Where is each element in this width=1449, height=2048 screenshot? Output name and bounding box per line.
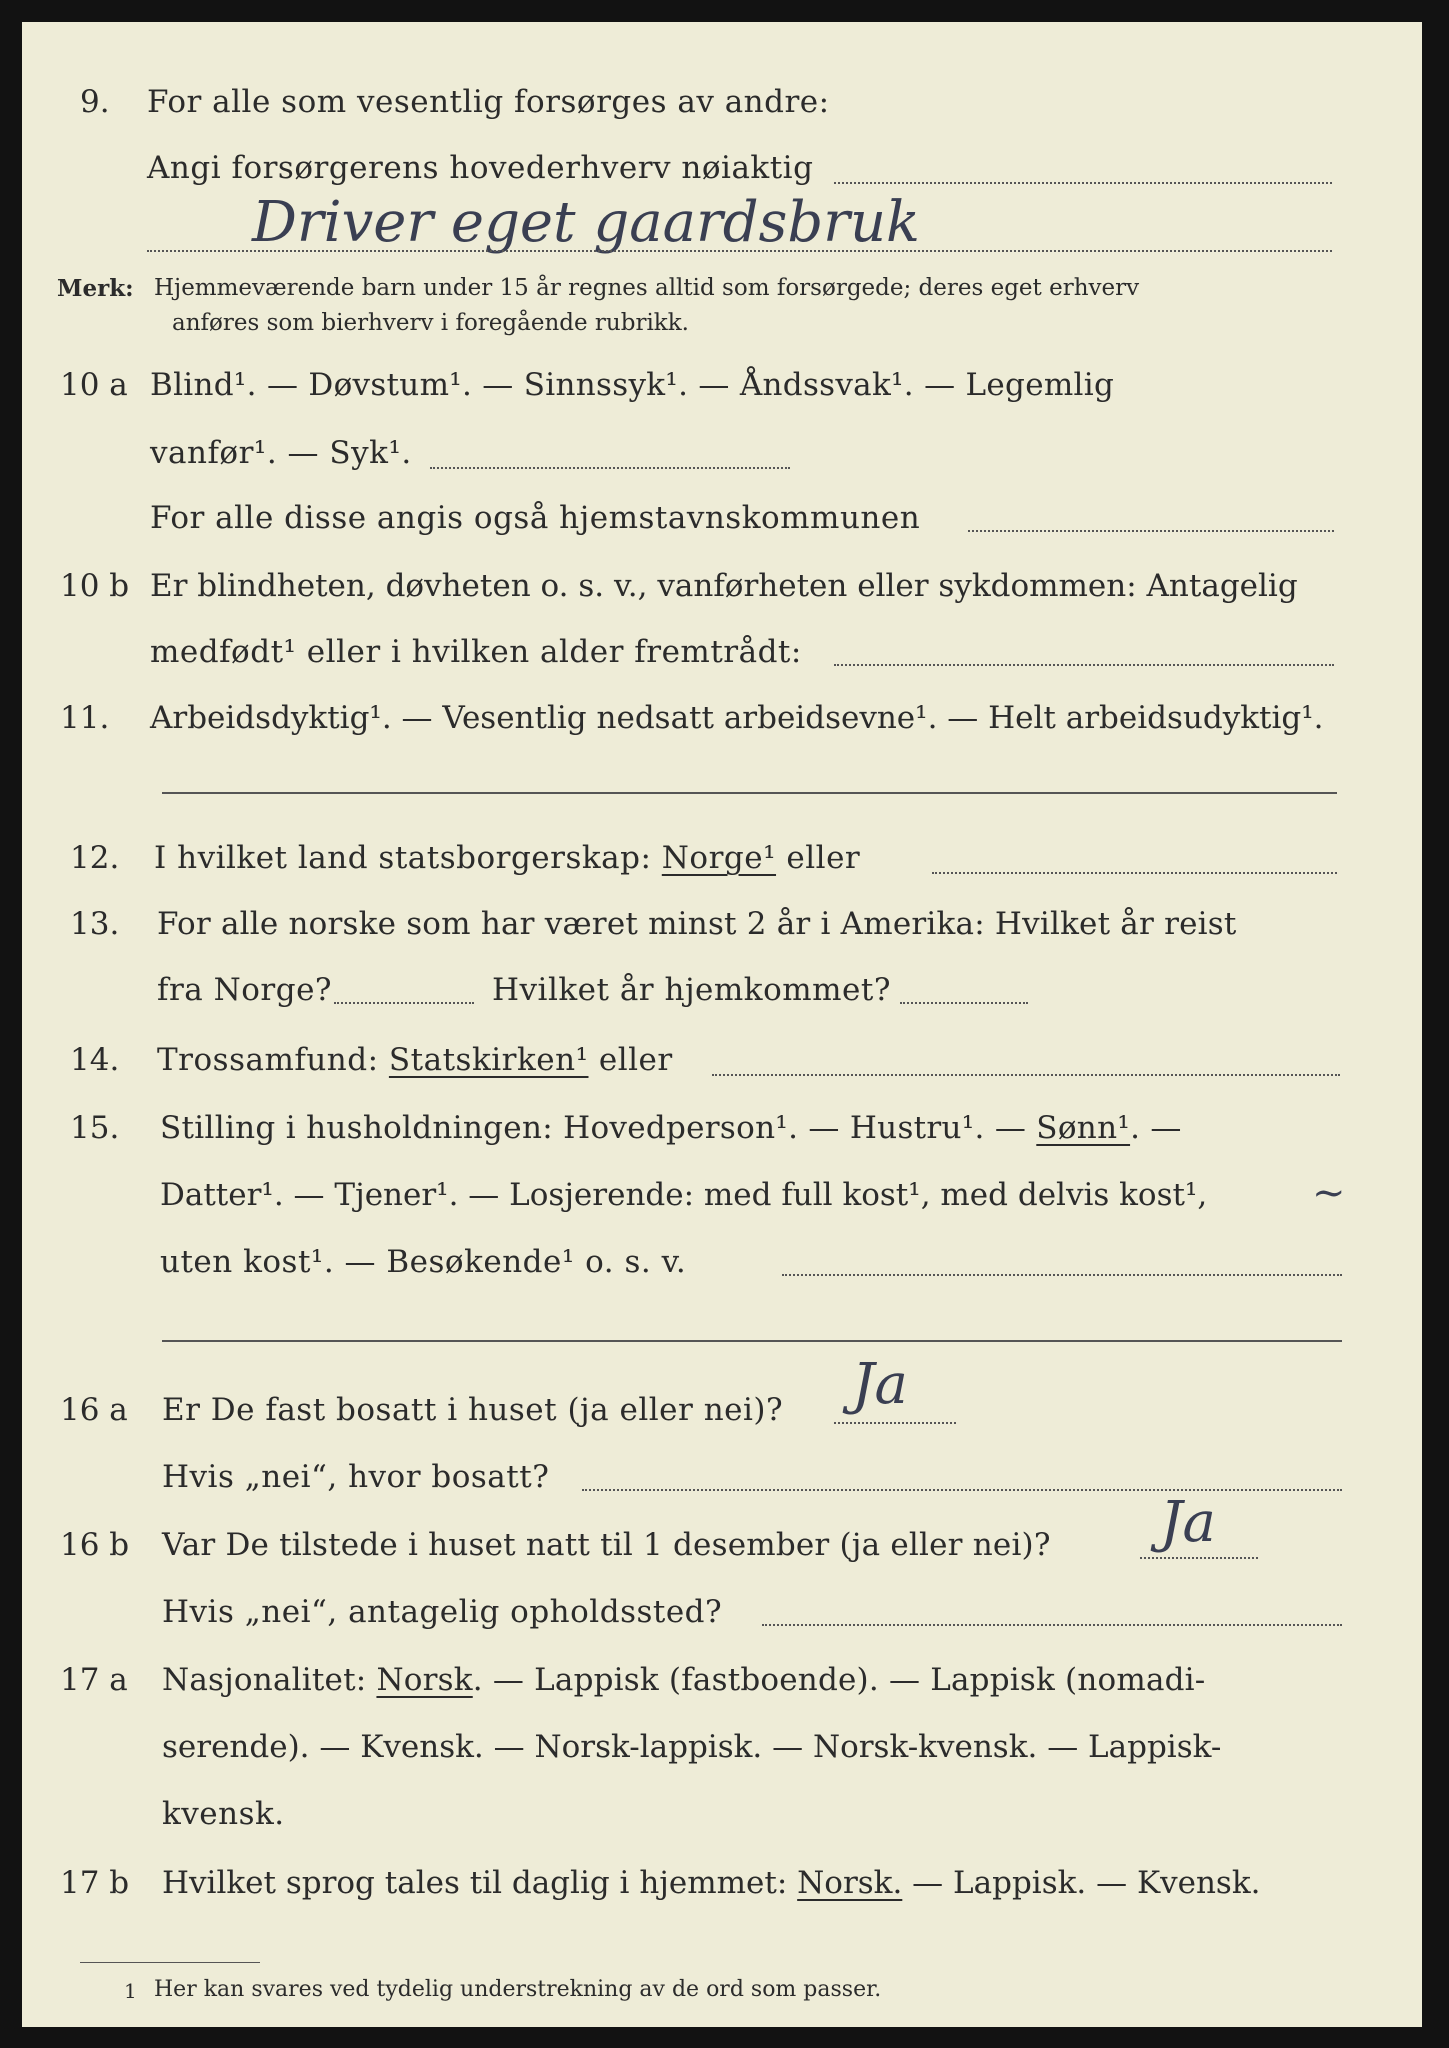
q16b-line1: Var De tilstede i huset natt til 1 desember (ja eller nei)? bbox=[162, 1527, 1051, 1563]
q17a-line1 bbox=[162, 1662, 1205, 1698]
q15-handwritten-mark: ~ bbox=[1312, 1170, 1346, 1216]
q16b-answer-line bbox=[1140, 1557, 1258, 1559]
q15-line2: Datter¹. — Tjener¹. — Losjerende: med full kost¹, med delvis kost¹, bbox=[160, 1177, 1208, 1213]
q10b-answer-line bbox=[834, 664, 1334, 666]
q16a-number: 16 a bbox=[60, 1392, 128, 1428]
q14-number: 14. bbox=[70, 1042, 120, 1078]
q15-sonn-underlined: Sønn¹ bbox=[1036, 1110, 1131, 1146]
q12-suffix: eller bbox=[786, 840, 861, 876]
q17a-line2: serende). — Kvensk. — Norsk-lappisk. — Norsk-kvensk. — Lappisk- bbox=[162, 1729, 1222, 1765]
q10b-number: 10 b bbox=[60, 568, 130, 604]
q9-number: 9. bbox=[80, 84, 110, 120]
merk-label: Merk: bbox=[57, 275, 134, 302]
q15-answer-line bbox=[782, 1274, 1342, 1276]
q12-norge-underlined: Norge¹ bbox=[661, 840, 777, 876]
merk-line1: Hjemmeværende barn under 15 år regnes alltid som forsørgede; deres eget erhverv bbox=[154, 275, 1140, 301]
footnote-text: Her kan svares ved tydelig understrekning av de ord som passer. bbox=[154, 1977, 882, 2002]
q12-prefix: I hvilket land statsborgerskap: bbox=[154, 840, 652, 876]
q16a-answer-line bbox=[834, 1422, 956, 1424]
q14-statskirken-underlined: Statskirken¹ bbox=[388, 1042, 589, 1078]
q17b-line1 bbox=[162, 1865, 1260, 1901]
q10a-line2: vanfør¹. — Syk¹. bbox=[150, 435, 412, 471]
q9-handwritten-answer: Driver eget gaardsbruk bbox=[252, 190, 920, 255]
q11-answer-line bbox=[162, 792, 1337, 794]
q14-prefix: Trossamfund: bbox=[157, 1042, 379, 1078]
q9-line1: For alle som vesentlig forsørges av andre: bbox=[147, 84, 830, 120]
q10a-number: 10 a bbox=[60, 367, 128, 403]
q16a-handwritten-answer: Ja bbox=[852, 1352, 908, 1417]
merk-line2: anføres som bierhverv i foregående rubrikk. bbox=[172, 310, 689, 336]
q10a-line1: Blind¹. — Døvstum¹. — Sinnssyk¹. — Åndssvak¹. — Legemlig bbox=[150, 367, 1115, 403]
q12-answer-line bbox=[932, 872, 1337, 874]
q15-answer-line-2 bbox=[162, 1340, 1342, 1342]
q12-line bbox=[154, 840, 860, 876]
q15-line1 bbox=[160, 1110, 1182, 1146]
q17a-norsk-underlined: Norsk bbox=[376, 1662, 473, 1698]
q11-number: 11. bbox=[60, 700, 110, 736]
q17a-line3: kvensk. bbox=[162, 1796, 285, 1832]
q17a-number: 17 a bbox=[60, 1662, 128, 1698]
q15-line1-end: . — bbox=[1130, 1110, 1182, 1146]
q10a-hjemstavn-line bbox=[968, 530, 1334, 532]
q17a-line1-end: . — Lappisk (fastboende). — Lappisk (nomadi- bbox=[472, 1662, 1206, 1698]
q16b-line2: Hvis „nei“, antagelig opholdssted? bbox=[162, 1594, 723, 1630]
q14-answer-line bbox=[712, 1074, 1340, 1076]
q13-line1: For alle norske som har været minst 2 år i Amerika: Hvilket år reist bbox=[157, 906, 1237, 942]
q17b-label: Hvilket sprog tales til daglig i hjemmet: bbox=[162, 1865, 788, 1901]
q17b-number: 17 b bbox=[60, 1865, 130, 1901]
q13-line2a: fra Norge? bbox=[157, 972, 333, 1008]
q13-hjemkommet-line bbox=[900, 1002, 1028, 1004]
q9-answer-line-2 bbox=[147, 250, 1332, 252]
q16a-line2: Hvis „nei“, hvor bosatt? bbox=[162, 1459, 550, 1495]
q17b-norsk-underlined: Norsk. bbox=[797, 1865, 903, 1901]
q10b-line2: medfødt¹ eller i hvilken alder fremtrådt: bbox=[150, 634, 802, 670]
q16a-bosatt-line bbox=[582, 1489, 1342, 1491]
q11-line1: Arbeidsdyktig¹. — Vesentlig nedsatt arbeidsevne¹. — Helt arbeidsudyktig¹. bbox=[150, 700, 1324, 736]
q17b-line1-end: — Lappisk. — Kvensk. bbox=[912, 1865, 1261, 1901]
footnote-mark: 1 bbox=[124, 1979, 137, 2003]
q10b-line1: Er blindheten, døvheten o. s. v., vanførheten eller sykdommen: Antagelig bbox=[150, 568, 1298, 604]
q13-line2b: Hvilket år hjemkommet? bbox=[492, 972, 891, 1008]
q15-number: 15. bbox=[70, 1110, 120, 1146]
footnote-rule bbox=[80, 1962, 260, 1963]
q10a-syk-line bbox=[430, 467, 790, 469]
q14-suffix: eller bbox=[598, 1042, 673, 1078]
q14-line bbox=[157, 1042, 673, 1078]
q16a-line1: Er De fast bosatt i huset (ja eller nei)? bbox=[162, 1392, 784, 1428]
q10a-line3: For alle disse angis også hjemstavnskommunen bbox=[150, 500, 921, 536]
q17a-label: Nasjonalitet: bbox=[162, 1662, 367, 1698]
q16b-number: 16 b bbox=[60, 1527, 130, 1563]
q16b-opholdssted-line bbox=[762, 1624, 1342, 1626]
q15-line1-text: Stilling i husholdningen: Hovedperson¹. — Hustru¹. — bbox=[160, 1110, 1027, 1146]
census-form-page bbox=[22, 22, 1422, 2027]
q9-answer-line bbox=[834, 182, 1332, 184]
q12-number: 12. bbox=[70, 840, 120, 876]
q13-number: 13. bbox=[70, 906, 120, 942]
q9-line2: Angi forsørgerens hovederhverv nøiaktig bbox=[147, 150, 814, 186]
q15-line3: uten kost¹. — Besøkende¹ o. s. v. bbox=[160, 1244, 687, 1280]
q16b-handwritten-answer: Ja bbox=[1160, 1490, 1216, 1555]
q13-reist-line bbox=[334, 1002, 474, 1004]
